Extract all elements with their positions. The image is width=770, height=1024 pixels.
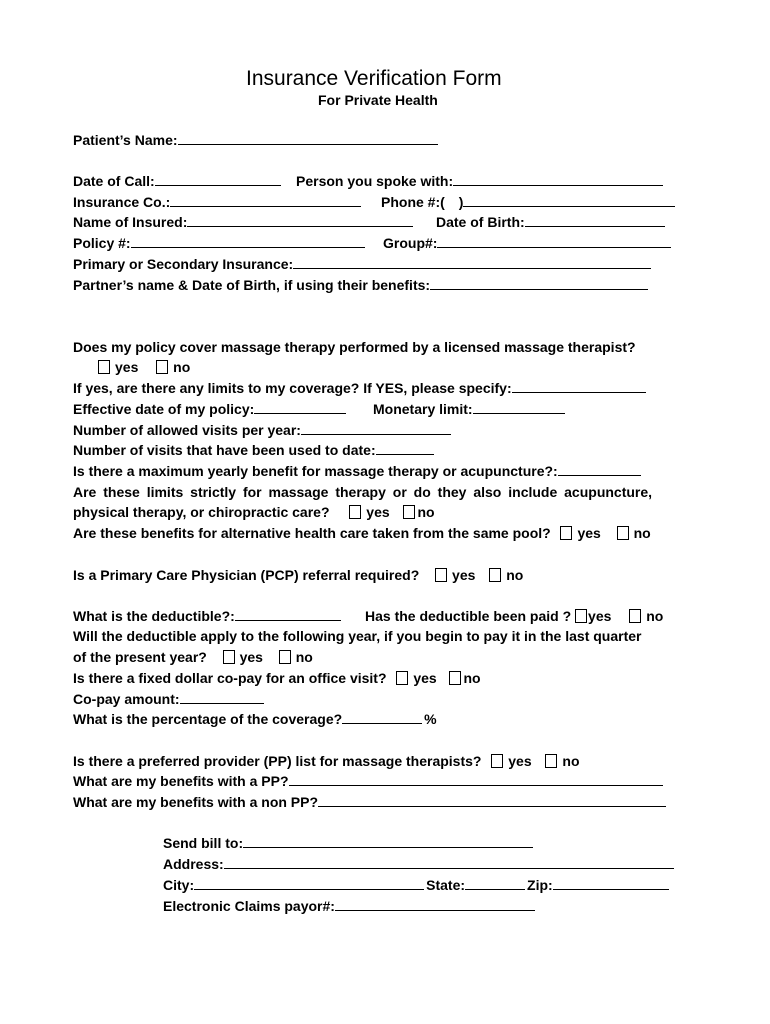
percentage-row [73,709,437,729]
yes-label: yes [508,753,532,769]
pp-list-no-checkbox[interactable] [545,754,557,768]
limits-label: If yes, are there any limits to my coverage? If YES, please specify: [73,380,512,396]
limits-strictly-line2 [73,502,435,522]
insurance-co-field[interactable] [170,192,361,207]
policy-row [73,233,367,253]
same-pool-no-checkbox[interactable] [617,526,629,540]
deductible-paid-no-checkbox[interactable] [629,609,641,623]
benefits-non-pp-label: What are my benefits with a non PP? [73,794,319,810]
visits-used-label: Number of visits that have been used to date: [73,442,376,458]
send-bill-field[interactable] [243,833,533,848]
no-label: no [173,359,191,375]
deductible-row [73,606,343,626]
same-pool-yes-checkbox[interactable] [560,526,572,540]
city-state-zip-row [163,875,671,895]
deductible-paid-row [365,606,663,626]
no-label: no [562,753,580,769]
effective-date-field[interactable] [254,399,346,414]
fixed-copay-no-checkbox[interactable] [449,671,461,685]
date-of-call-row [73,171,283,191]
visits-used-field[interactable] [376,440,434,455]
max-yearly-row [73,461,643,481]
pp-list-row [73,751,580,771]
partner-field[interactable] [430,275,648,290]
policy-label: Policy #: [73,235,131,251]
no-label: no [295,649,313,665]
copay-amount-label: Co-pay amount: [73,691,180,707]
pcp-no-checkbox[interactable] [489,568,501,582]
state-label: State: [426,877,466,893]
insurance-co-label: Insurance Co.: [73,194,171,210]
apply-next-no-checkbox[interactable] [279,650,291,664]
monetary-limit-row [373,399,567,419]
no-label: no [463,670,481,686]
same-pool-row [73,523,651,543]
date-of-birth-field[interactable] [525,212,665,227]
percentage-field[interactable] [342,709,422,724]
zip-label: Zip: [527,877,553,893]
policy-cover-options [98,357,190,377]
benefits-pp-field[interactable] [289,771,663,786]
pp-list-label: Is there a preferred provider (PP) list for massage therapists? [73,753,482,769]
pcp-row [73,565,523,585]
partner-label: Partner’s name & Date of Birth, if using their benefits: [73,277,431,293]
phone-field[interactable] [463,192,675,207]
patient-name-field[interactable] [178,130,438,145]
copay-amount-field[interactable] [180,689,264,704]
yes-label: yes [115,359,139,375]
max-yearly-label: Is there a maximum yearly benefit for massage therapy or acupuncture?: [73,463,558,479]
insurance-co-row [73,192,363,212]
no-label: no [633,525,651,541]
name-of-insured-label: Name of Insured: [73,214,188,230]
date-of-birth-label: Date of Birth: [436,214,525,230]
yes-label: yes [239,649,263,665]
max-yearly-field[interactable] [558,461,641,476]
group-row [383,233,673,253]
phone-close: ) [458,194,464,210]
policy-cover-question: Does my policy cover massage therapy performed by a licensed massage therapist? [73,339,636,355]
yes-label: yes [366,504,390,520]
allowed-visits-row [73,420,453,440]
yes-label: yes [588,608,612,624]
yes-label: yes [413,670,437,686]
address-label: Address: [163,856,224,872]
person-spoke-row [296,171,665,191]
yes-label: yes [577,525,601,541]
visits-used-row [73,440,436,460]
apply-next-line2 [73,647,313,667]
date-of-birth-row [436,212,667,232]
policy-field[interactable] [131,233,365,248]
phone-row [381,192,677,212]
group-field[interactable] [437,233,671,248]
address-row [163,854,676,874]
pp-list-yes-checkbox[interactable] [491,754,503,768]
limits-row [73,378,648,398]
no-label: no [417,504,435,520]
apply-next-label: of the present year? [73,649,207,665]
patient-name-label: Patient’s Name: [73,132,178,148]
limits-strictly-line1: Are these limits strictly for massage therapy or do they also include acupuncture, [73,484,653,500]
copay-amount-row [73,689,266,709]
payor-label: Electronic Claims payor#: [163,898,335,914]
benefits-pp-label: What are my benefits with a PP? [73,773,289,789]
same-pool-label: Are these benefits for alternative health care taken from the same pool? [73,525,551,541]
limits-strictly-yes-checkbox[interactable] [349,505,361,519]
primary-secondary-field[interactable] [293,254,651,269]
city-field[interactable] [194,875,424,890]
partner-row [73,275,650,295]
form-subtitle: For Private Health [318,92,438,108]
limits-strictly-label: physical therapy, or chiropractic care? [73,504,330,520]
address-field[interactable] [224,854,674,869]
zip-field[interactable] [553,875,669,890]
pcp-label: Is a Primary Care Physician (PCP) referral required? [73,567,420,583]
benefits-pp-row [73,771,665,791]
effective-date-row [73,399,348,419]
group-label: Group#: [383,235,438,251]
name-of-insured-field[interactable] [187,212,413,227]
deductible-paid-yes-checkbox[interactable] [575,609,587,623]
fixed-copay-row [73,668,481,688]
monetary-limit-label: Monetary limit: [373,401,473,417]
policy-cover-no-checkbox[interactable] [156,360,168,374]
pcp-yes-checkbox[interactable] [435,568,447,582]
payor-field[interactable] [335,896,535,911]
effective-date-label: Effective date of my policy: [73,401,255,417]
yes-label: yes [452,567,476,583]
limits-strictly-no-checkbox[interactable] [403,505,415,519]
apply-next-yes-checkbox[interactable] [223,650,235,664]
allowed-visits-label: Number of allowed visits per year: [73,422,301,438]
policy-cover-yes-checkbox[interactable] [98,360,110,374]
person-spoke-label: Person you spoke with: [296,173,454,189]
send-bill-row [163,833,535,853]
state-field[interactable] [465,875,525,890]
city-label: City: [163,877,195,893]
fixed-copay-label: Is there a fixed dollar co-pay for an office visit? [73,670,387,686]
form-title: Insurance Verification Form [246,67,502,90]
primary-secondary-label: Primary or Secondary Insurance: [73,256,294,272]
benefits-non-pp-row [73,792,668,812]
monetary-limit-field[interactable] [473,399,565,414]
primary-secondary-row [73,254,653,274]
patient-name-row [73,130,440,150]
deductible-paid-label: Has the deductible been paid ? [365,608,572,624]
date-of-call-field[interactable] [155,171,281,186]
no-label: no [506,567,524,583]
deductible-label: What is the deductible?: [73,608,235,624]
phone-label: Phone #:( [381,194,445,210]
no-label: no [646,608,664,624]
payor-row [163,896,537,916]
limits-field[interactable] [512,378,646,393]
name-of-insured-row [73,212,415,232]
allowed-visits-field[interactable] [301,420,451,435]
percentage-label: What is the percentage of the coverage? [73,711,343,727]
person-spoke-field[interactable] [453,171,663,186]
date-of-call-label: Date of Call: [73,173,155,189]
fixed-copay-yes-checkbox[interactable] [396,671,408,685]
percent-sign: % [424,711,437,727]
deductible-field[interactable] [235,606,341,621]
apply-next-line1: Will the deductible apply to the following year, if you begin to pay it in the last quarter [73,628,642,644]
send-bill-label: Send bill to: [163,835,244,851]
benefits-non-pp-field[interactable] [318,792,666,807]
